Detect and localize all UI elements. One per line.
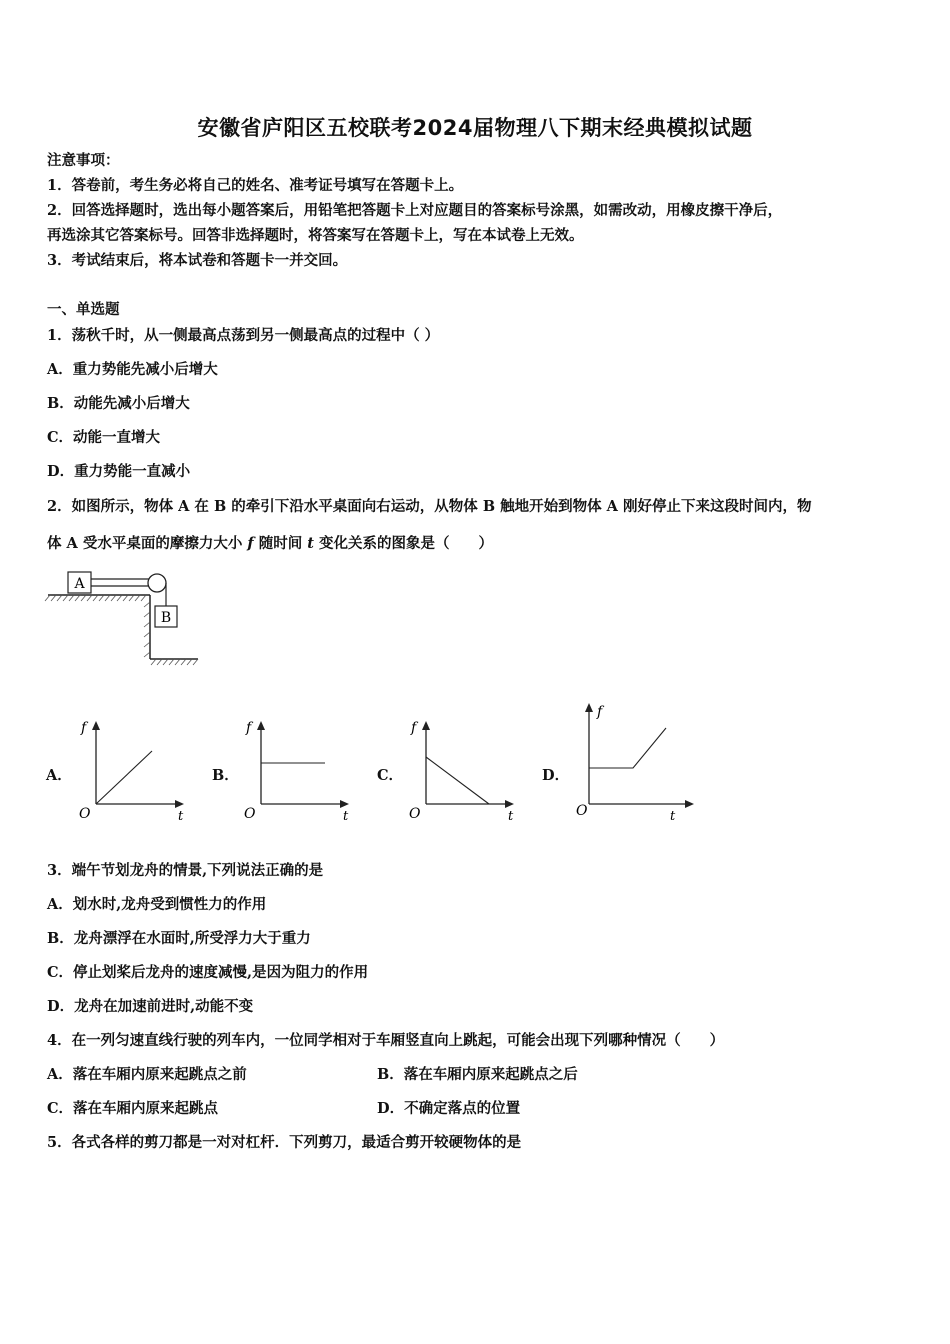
graph-d-line <box>589 728 666 768</box>
graph-c-ylabel: f <box>411 720 417 736</box>
q3-stem: 3．端午节划龙舟的情景,下列说法正确的是 <box>47 862 324 879</box>
q2-stem-line1: 2．如图所示，物体 A 在 B 的牵引下沿水平桌面向右运动，从物体 B 触地开始到物体 A 刚好停止下来这段时间内，物 <box>47 498 812 515</box>
graph-d-xlabel: t <box>670 809 676 824</box>
graph-b-xlabel: t <box>343 809 349 824</box>
graph-d <box>570 700 700 825</box>
graph-c-origin: O <box>409 806 421 822</box>
graph-a-ylabel: f <box>81 720 87 736</box>
q4-stem: 4．在一列匀速直线行驶的列车内，一位同学相对于车厢竖直向上跳起，可能会出现下列哪种情况（ ） <box>47 1032 725 1049</box>
q2-stem-text: 变化关系的图象是（ ） <box>313 535 494 552</box>
q3-option-b: B．龙舟漂浮在水面时,所受浮力大于重力 <box>47 930 311 947</box>
q1-option-b: B．动能先减小后增大 <box>47 395 190 412</box>
q2-var-f: f <box>247 535 254 552</box>
q2-var-t: t <box>307 535 314 552</box>
pulley-icon <box>148 574 166 592</box>
pulley-figure <box>46 566 206 666</box>
q2-stem-text: 随时间 <box>253 535 308 552</box>
notice-heading: 注意事项： <box>47 152 120 169</box>
graph-a-xlabel: t <box>178 809 184 824</box>
q4-option-d: D．不确定落点的位置 <box>377 1100 521 1117</box>
q4-option-b: B．落在车厢内原来起跳点之后 <box>377 1066 578 1083</box>
q1-option-a: A．重力势能先减小后增大 <box>47 361 218 378</box>
q1-option-d: D．重力势能一直减小 <box>47 463 191 480</box>
graph-a-line <box>96 751 152 804</box>
q3-option-a: A．划水时,龙舟受到惯性力的作用 <box>47 896 267 913</box>
notice-item: 2．回答选择题时，选出每小题答案后，用铅笔把答题卡上对应题目的答案标号涂黑，如需改动，用橡皮擦干净后， <box>47 202 783 219</box>
q5-stem: 5．各式各样的剪刀都是一对对杠杆．下列剪刀，最适合剪开较硬物体的是 <box>47 1134 522 1151</box>
graph-a <box>75 716 185 826</box>
graph-label-c: C． <box>377 767 404 784</box>
graph-d-origin: O <box>576 803 588 819</box>
notice-item: 1．答卷前，考生务必将自己的姓名、准考证号填写在答题卡上。 <box>47 177 464 194</box>
section-heading: 一、单选题 <box>47 301 120 318</box>
graph-d-ylabel: f <box>597 704 603 720</box>
q3-option-d: D．龙舟在加速前进时,动能不变 <box>47 998 254 1015</box>
q4-option-c: C．落在车厢内原来起跳点 <box>47 1100 219 1117</box>
q1-option-c: C．动能一直增大 <box>47 429 161 446</box>
graph-b <box>240 716 350 826</box>
q2-stem-line2 <box>47 534 493 554</box>
q3-option-c: C．停止划桨后龙舟的速度减慢,是因为阻力的作用 <box>47 964 369 981</box>
block-b-label: B <box>160 610 172 626</box>
graph-b-ylabel: f <box>246 720 252 736</box>
graph-a-origin: O <box>79 806 91 822</box>
notice-item: 再选涂其它答案标号。回答非选择题时，将答案写在答题卡上，写在本试卷上无效。 <box>47 227 584 244</box>
page-title: 安徽省庐阳区五校联考2024届物理八下期末经典模拟试题 <box>197 116 753 140</box>
graph-c-xlabel: t <box>508 809 514 824</box>
graph-c-line <box>426 757 489 804</box>
graph-label-a: A． <box>46 767 72 784</box>
notice-item: 3．考试结束后，将本试卷和答题卡一并交回。 <box>47 252 348 269</box>
graph-b-origin: O <box>244 806 256 822</box>
q2-stem-text: 体 A 受水平桌面的摩擦力大小 <box>47 535 248 552</box>
block-a-label: A <box>74 576 85 592</box>
graph-label-b: B． <box>212 767 239 784</box>
q1-stem: 1．荡秋千时，从一侧最高点荡到另一侧最高点的过程中（ ） <box>47 327 440 344</box>
graph-c <box>405 716 515 826</box>
graph-label-d: D． <box>542 767 570 784</box>
q4-option-a: A．落在车厢内原来起跳点之前 <box>47 1066 247 1083</box>
